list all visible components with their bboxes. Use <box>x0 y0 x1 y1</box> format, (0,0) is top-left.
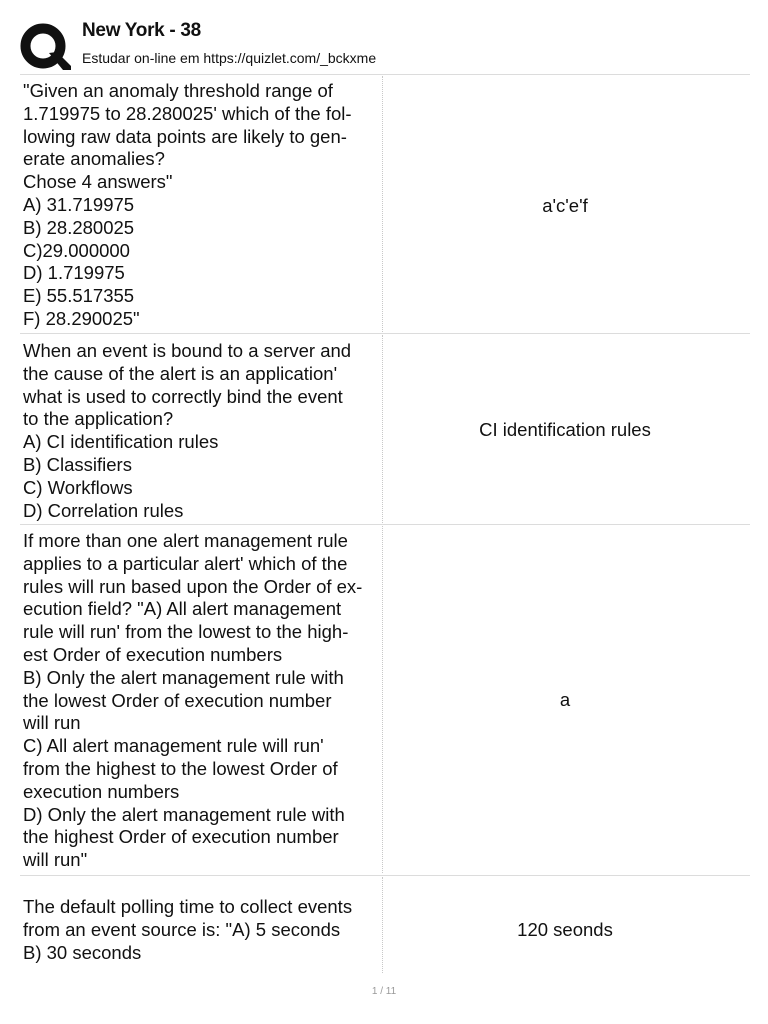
card-question: If more than one alert management rule applies to a particular alert' which of the rules will run based upon the Order of ex- ecution field? "A) All alert management rule will run' from the lowest to the high- est Order of execution numbers B) Only the alert management rule with the lowest Order of execution number will run C) All alert management rule will run' from the highest to the lowest Order of execution numbers D) Only the alert management rule with the highest Order of execution number will run" <box>23 530 363 871</box>
set-subtitle: Estudar on-line em https://quizlet.com/_bckxme <box>82 50 377 66</box>
column-divider <box>382 526 383 873</box>
card-answer: 120 seonds <box>517 919 613 940</box>
card-question: The default polling time to collect events from an event source is: "A) 5 seconds B) 30 seconds <box>23 896 353 963</box>
set-title: New York - 38 <box>82 20 201 41</box>
column-divider <box>382 335 383 523</box>
card-answer: a'c'e'f <box>542 195 588 216</box>
card-question: "Given an anomaly threshold range of 1.719975 to 28.280025' which of the fol- lowing raw data points are likely to gen- erate anomalies? Chose 4 answers" A) 31.719975 B) 28.280025 C)29.000000 D) 1.719975 E) 55.517355 F) 28.290025" <box>23 80 352 329</box>
quizlet-logo-icon <box>19 22 71 74</box>
card-question: When an event is bound to a server and the cause of the alert is an application' what is used to correctly bind the event to the application? A) CI identification rules B) Classifiers C) Workflows D) Correlation rules <box>23 340 352 521</box>
card-answer: CI identification rules <box>479 419 651 440</box>
column-divider <box>382 76 383 332</box>
column-divider <box>382 877 383 973</box>
divider <box>20 74 750 75</box>
card-divider <box>20 524 750 525</box>
page-header <box>0 0 768 74</box>
card-divider <box>20 875 750 876</box>
page-indicator: 1 / 11 <box>371 986 397 997</box>
card-answer: a <box>559 689 571 710</box>
card-divider <box>20 333 750 334</box>
